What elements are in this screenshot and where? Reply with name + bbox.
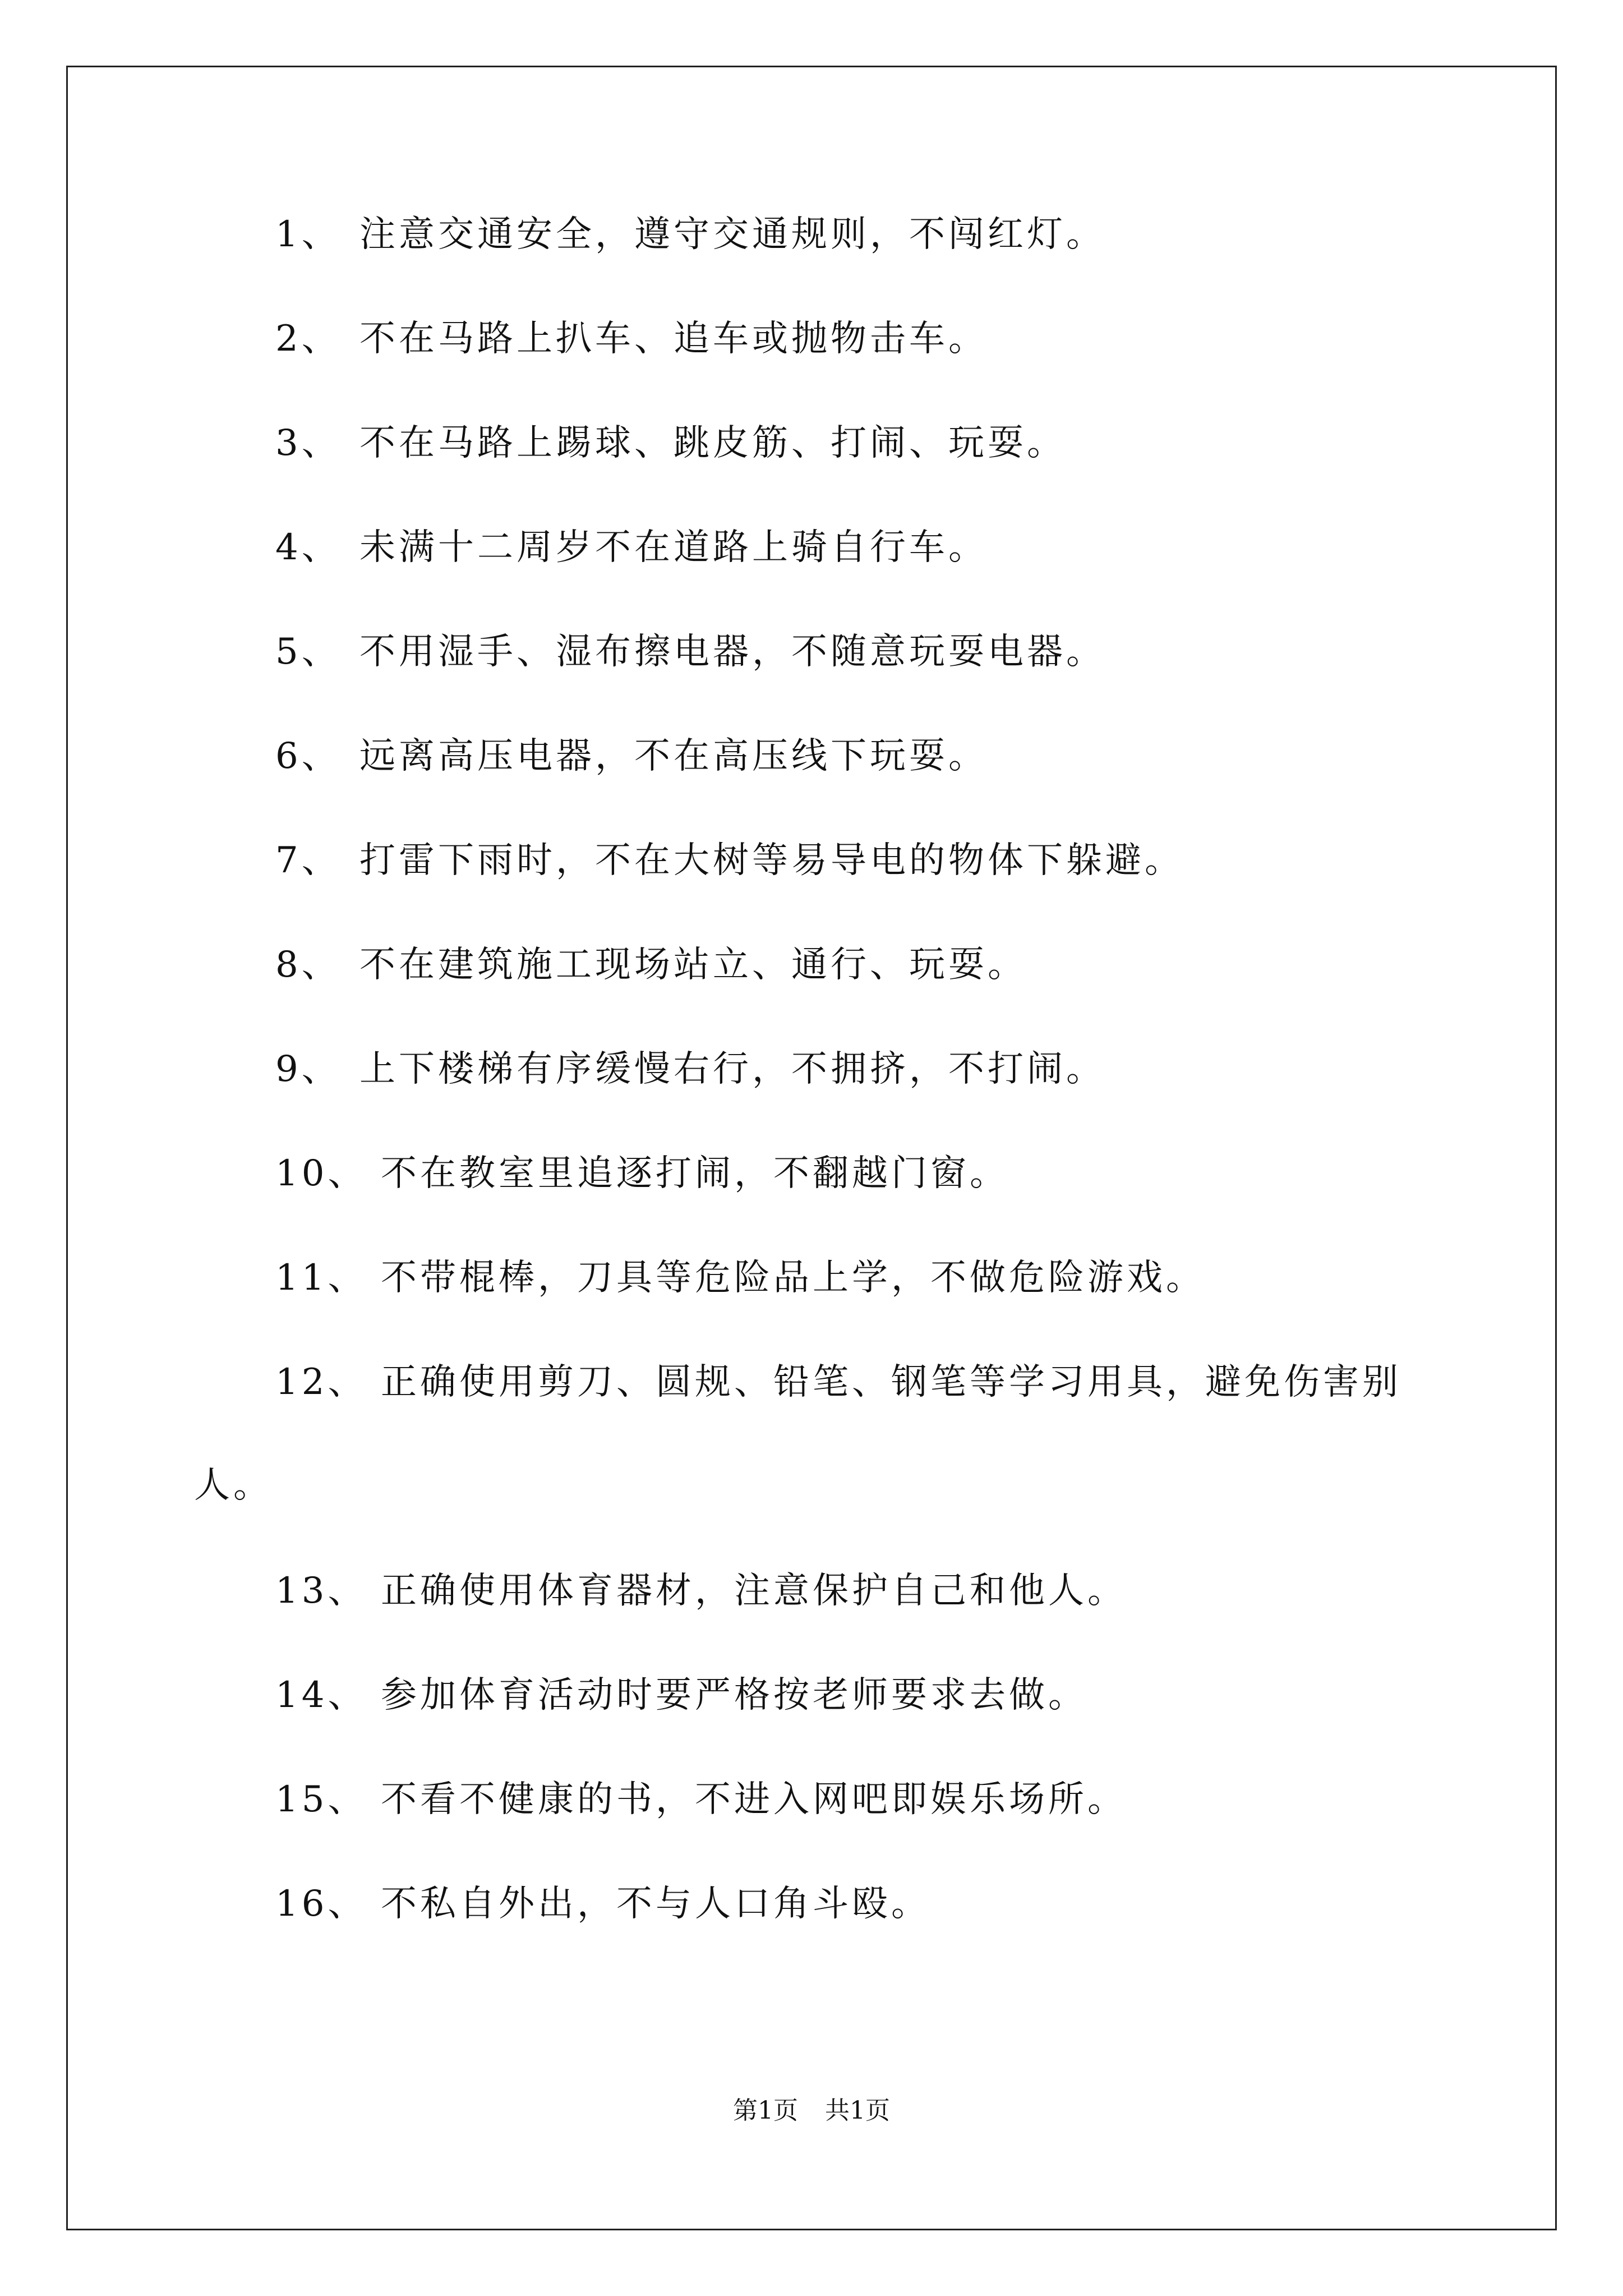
item-number: 5、 bbox=[275, 631, 341, 673]
page-footer bbox=[0, 2094, 1623, 2128]
list-item-continuation: 人。 bbox=[194, 1465, 273, 1506]
item-text: 正确使用体育器材，注意保护自己和他人。 bbox=[381, 1570, 1127, 1612]
list-item bbox=[275, 838, 1184, 883]
item-number: 11、 bbox=[275, 1257, 367, 1299]
item-number: 12、 bbox=[275, 1361, 367, 1403]
list-item bbox=[275, 1568, 1127, 1613]
list-item bbox=[275, 316, 988, 361]
item-number: 1、 bbox=[275, 214, 341, 255]
list-item bbox=[275, 525, 988, 570]
item-text: 不私自外出，不与人口角斗殴。 bbox=[381, 1883, 930, 1925]
item-text: 不用湿手、湿布擦电器，不随意玩耍电器。 bbox=[359, 631, 1105, 673]
item-number: 9、 bbox=[275, 1048, 341, 1090]
item-text: 上下楼梯有序缓慢右行，不拥挤，不打闹。 bbox=[359, 1048, 1105, 1090]
item-text: 不带棍棒，刀具等危险品上学，不做危险游戏。 bbox=[381, 1257, 1205, 1299]
list-item bbox=[275, 1777, 1127, 1822]
item-number: 16、 bbox=[275, 1883, 367, 1925]
item-text: 打雷下雨时，不在大树等易导电的物体下躲避。 bbox=[359, 840, 1184, 881]
item-text: 正确使用剪刀、圆规、铅笔、钢笔等学习用具，避免伤害别 bbox=[381, 1361, 1401, 1403]
item-number: 6、 bbox=[275, 735, 341, 777]
item-text: 不在建筑施工现场站立、通行、玩耍。 bbox=[359, 944, 1027, 986]
item-number: 4、 bbox=[275, 527, 341, 568]
item-text: 不看不健康的书，不进入网吧即娱乐场所。 bbox=[381, 1779, 1127, 1820]
list-item bbox=[275, 734, 988, 779]
list-item bbox=[275, 1673, 1087, 1718]
list-item bbox=[275, 942, 1027, 987]
page-total: 共1页 bbox=[825, 2096, 890, 2125]
list-item bbox=[275, 1360, 1401, 1405]
list-item bbox=[275, 629, 1105, 674]
list-item bbox=[275, 1047, 1105, 1092]
item-text: 不在马路上扒车、追车或抛物击车。 bbox=[359, 318, 988, 360]
item-text: 远离高压电器，不在高压线下玩耍。 bbox=[359, 735, 988, 777]
list-item bbox=[275, 1151, 1009, 1196]
list-item bbox=[275, 212, 1105, 257]
item-number: 3、 bbox=[275, 422, 341, 464]
item-number: 14、 bbox=[275, 1674, 367, 1716]
item-text: 注意交通安全，遵守交通规则，不闯红灯。 bbox=[359, 214, 1105, 255]
item-number: 2、 bbox=[275, 318, 341, 360]
page-number: 第1页 bbox=[733, 2096, 798, 2125]
list-item bbox=[275, 1881, 930, 1926]
item-number: 15、 bbox=[275, 1779, 367, 1820]
list-item bbox=[275, 1255, 1205, 1300]
item-number: 8、 bbox=[275, 944, 341, 986]
item-text: 未满十二周岁不在道路上骑自行车。 bbox=[359, 527, 988, 568]
item-text: 参加体育活动时要严格按老师要求去做。 bbox=[381, 1674, 1087, 1716]
item-number: 10、 bbox=[275, 1153, 367, 1194]
item-text: 不在马路上踢球、跳皮筋、打闹、玩耍。 bbox=[359, 422, 1066, 464]
list-item bbox=[275, 421, 1066, 466]
item-number: 13、 bbox=[275, 1570, 367, 1612]
item-number: 7、 bbox=[275, 840, 341, 881]
item-text: 不在教室里追逐打闹，不翻越门窗。 bbox=[381, 1153, 1009, 1194]
